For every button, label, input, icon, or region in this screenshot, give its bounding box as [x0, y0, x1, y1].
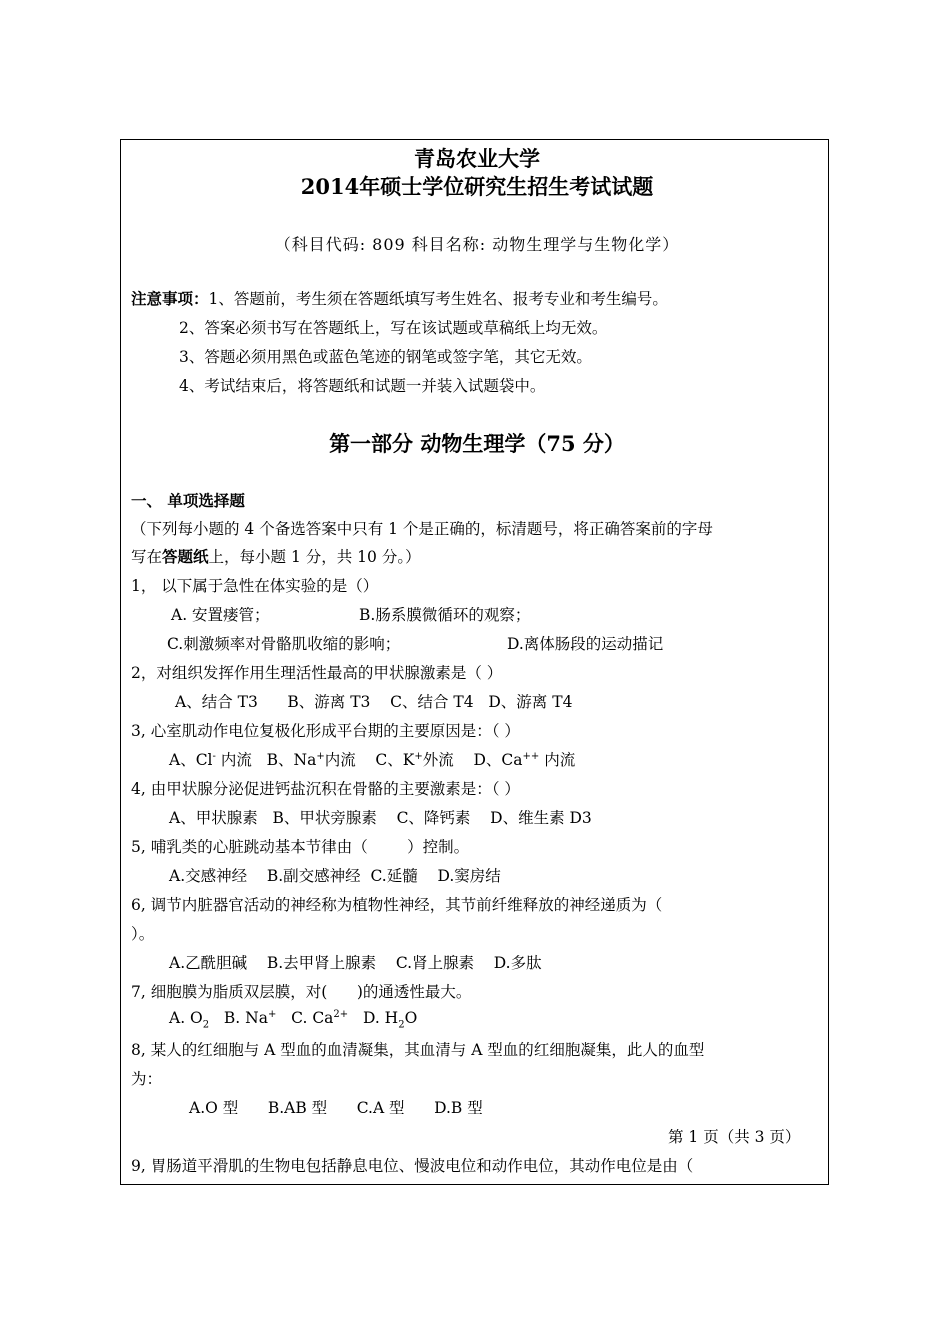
q3-text: 内流 B、Na: [215, 751, 317, 769]
q1-option-a: A. 安置瘘管；: [171, 606, 270, 624]
q8-options: A.O 型 B.AB 型 C.A 型 D.B 型: [189, 1099, 483, 1117]
q3-sup: +: [316, 750, 325, 762]
q3-text: 外流 D、Ca: [422, 751, 523, 769]
question-7: 7, 细胞膜为脂质双层膜，对( )的通透性最大。: [131, 983, 472, 1001]
university-name: 青岛农业大学: [414, 146, 540, 171]
exam-title: 2014年硕士学位研究生招生考试试题: [300, 174, 654, 199]
instructions-line-2: [131, 545, 421, 567]
q7-text: O: [404, 1009, 418, 1028]
q7-text: B. Na: [209, 1009, 268, 1028]
q7-text: A. O: [169, 1009, 203, 1028]
question-6-line-1: 6, 调节内脏器官活动的神经称为植物性神经，其节前纤维释放的神经递质为（: [131, 896, 663, 914]
instructions-line-1: （下列每小题的 4 个备选答案中只有 1 个是正确的，标清题号，将正确答案前的字母: [131, 520, 713, 538]
q7-options: [169, 1009, 417, 1030]
q4-options: A、甲状腺素 B、甲状旁腺素 C、降钙素 D、维生素 D3: [169, 809, 592, 827]
q3-sup: +: [414, 750, 423, 762]
q3-options: [169, 748, 575, 770]
notice-item-4: 4、考试结束后，将答题纸和试题一并装入试题袋中。: [179, 377, 546, 395]
notice-item-1: 1、答题前，考生须在答题纸填写考生姓名、报考专业和考生编号。: [208, 290, 668, 308]
q6-options: A.乙酰胆碱 B.去甲肾上腺素 C.肾上腺素 D.多肽: [169, 954, 542, 972]
q1-option-b: B.肠系膜微循环的观察；: [359, 606, 531, 624]
question-8-line-2: 为：: [131, 1070, 163, 1088]
section-heading: 一、 单项选择题: [131, 491, 245, 510]
q3-text: 内流: [539, 751, 576, 769]
question-9: 9, 胃肠道平滑肌的生物电包括静息电位、慢波电位和动作电位，其动作电位是由（: [131, 1157, 694, 1175]
q1-option-c: C.刺激频率对骨骼肌收缩的影响；: [167, 635, 401, 653]
q3-text: A、Cl: [169, 751, 213, 769]
notice-item-3: 3、答题必须用黑色或蓝色笔迹的钢笔或签字笔，其它无效。: [179, 348, 592, 366]
subject-info: （科目代码: 809 科目名称: 动物生理学与生物化学）: [274, 235, 680, 254]
page-number: 第 1 页（共 3 页）: [668, 1128, 801, 1146]
question-2: 2，对组织发挥作用生理活性最高的甲状腺激素是（ ）: [131, 664, 503, 682]
question-4: 4, 由甲状腺分泌促进钙盐沉积在骨骼的主要激素是：（ ）: [131, 780, 520, 798]
q5-options: A.交感神经 B.副交感神经 C.延髓 D.窦房结: [169, 867, 501, 885]
instr-text-post: 上，每小题 1 分，共 10 分。）: [208, 548, 421, 566]
q7-sup: 2+: [333, 1009, 349, 1020]
notice-label: 注意事项：: [131, 289, 209, 308]
q7-sub: 2: [398, 1019, 405, 1031]
notice-line-1: [131, 287, 668, 309]
q7-sub: 2: [202, 1019, 210, 1031]
notice-item-2: 2、答案必须书写在答题纸上，写在该试题或草稿纸上均无效。: [179, 319, 608, 337]
instr-bold: 答题纸: [162, 547, 209, 566]
question-3: 3, 心室肌动作电位复极化形成平台期的主要原因是：（ ）: [131, 722, 520, 740]
q3-text: 内流 C、K: [324, 751, 415, 769]
q7-text: D. H: [348, 1009, 399, 1028]
part-title: 第一部分 动物生理学（75 分）: [329, 431, 625, 456]
q7-text: C. Ca: [276, 1009, 334, 1028]
question-1: 1， 以下属于急性在体实验的是（）: [131, 577, 379, 595]
q7-sup: +: [267, 1009, 277, 1020]
q3-sup: -: [212, 750, 216, 762]
question-8-line-1: 8, 某人的红细胞与 A 型血的血清凝集，其血清与 A 型血的红细胞凝集，此人的血型: [131, 1041, 705, 1059]
q1-option-d: D.离体肠段的运动描记: [507, 635, 664, 653]
question-6-line-2: ）。: [131, 925, 155, 943]
q2-options: A、结合 T3 B、游离 T3 C、结合 T4 D、游离 T4: [175, 693, 573, 711]
q3-sup: ++: [522, 750, 540, 762]
instr-text: 写在: [131, 548, 163, 566]
question-5: 5, 哺乳类的心脏跳动基本节律由（ ）控制。: [131, 838, 470, 856]
